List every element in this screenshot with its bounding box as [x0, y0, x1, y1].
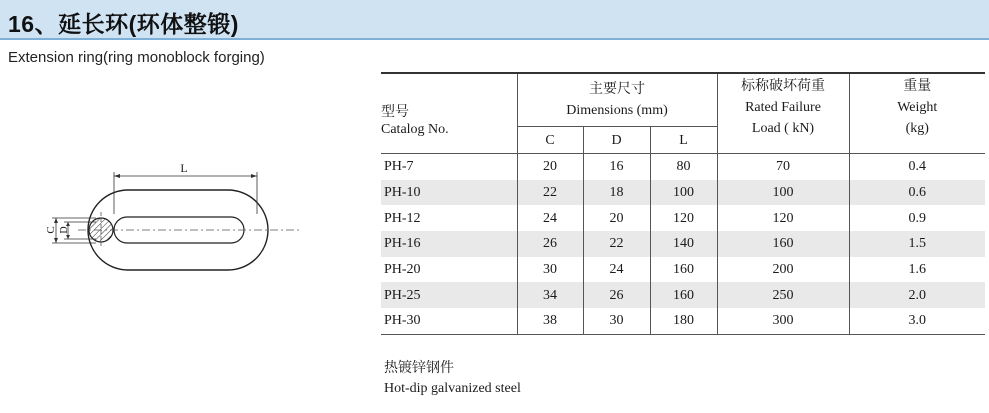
load-header-en2: Load ( kN) [751, 121, 815, 136]
cell-l: 120 [650, 205, 717, 231]
cell-c: 20 [517, 154, 583, 180]
cell-load: 70 [717, 154, 849, 180]
table-row [381, 282, 985, 308]
cell-weight: 1.6 [849, 257, 985, 283]
cell-d: 16 [583, 154, 650, 180]
page-subtitle: Extension ring(ring monoblock forging) [8, 49, 265, 66]
page-title: 16、延长环(环体整锻) [8, 11, 239, 37]
dimensions-header-cn: 主要尺寸 [589, 82, 645, 97]
cell-l: 80 [650, 154, 717, 180]
cell-c: 34 [517, 282, 583, 308]
cell-c: 24 [517, 205, 583, 231]
cell-d: 24 [583, 257, 650, 283]
cell-model: PH-20 [384, 262, 421, 278]
cell-weight: 0.6 [849, 180, 985, 206]
cell-d: 18 [583, 180, 650, 206]
load-header-en1: Rated Failure [745, 100, 821, 115]
cell-l: 100 [650, 180, 717, 206]
cell-d: 26 [583, 282, 650, 308]
cell-weight: 1.5 [849, 231, 985, 257]
cell-l: 160 [650, 282, 717, 308]
table-row [381, 231, 985, 257]
col-d-header: D [583, 127, 650, 154]
material-note-en: Hot-dip galvanized steel [384, 381, 521, 396]
dim-l-arrow-right [251, 174, 257, 178]
dim-d-arrow-bottom [66, 235, 70, 239]
dim-l-label: L [180, 161, 188, 175]
dim-d-arrow-top [66, 222, 70, 226]
cell-d: 20 [583, 205, 650, 231]
cell-model: PH-16 [381, 231, 517, 257]
table-row [381, 205, 985, 231]
table-row [381, 180, 985, 206]
cell-c: 22 [517, 180, 583, 206]
cell-weight: 2.0 [849, 282, 985, 308]
cell-l: 140 [650, 231, 717, 257]
col-c-header: C [517, 127, 583, 154]
weight-header [849, 73, 985, 154]
cell-c: 26 [517, 231, 583, 257]
cell-load: 250 [717, 282, 849, 308]
cell-weight: 3.0 [849, 308, 985, 334]
cell-load: 200 [717, 257, 849, 283]
dim-l-arrow-left [114, 174, 120, 178]
table-row [381, 154, 985, 180]
cell-d: 22 [583, 231, 650, 257]
cell-c: 30 [517, 257, 583, 283]
cell-load: 120 [717, 205, 849, 231]
dim-d-label: D [59, 226, 70, 234]
cell-model: PH-30 [381, 308, 517, 334]
cell-load: 100 [717, 180, 849, 206]
col-l-header: L [650, 127, 717, 154]
cell-model: PH-25 [381, 282, 517, 308]
dimensions-header [517, 73, 717, 127]
cell-weight: 0.9 [849, 205, 985, 231]
dim-c-arrow-bottom [54, 238, 58, 243]
cell-load: 300 [717, 308, 849, 334]
weight-header-en2: (kg) [905, 121, 929, 136]
load-header-cn: 标称破坏荷重 [741, 79, 825, 94]
cell-c: 38 [517, 308, 583, 334]
cell-load: 160 [717, 231, 849, 257]
cell-model: PH-10 [381, 180, 517, 206]
cell-weight: 0.4 [849, 154, 985, 180]
cell-d: 30 [583, 308, 650, 334]
table-row [381, 308, 985, 334]
spec-table [381, 72, 985, 335]
model-header-cn: 型号 [381, 104, 409, 120]
model-header [381, 73, 517, 154]
cell-model: PH-12 [384, 210, 421, 226]
cell-model: PH-7 [384, 159, 414, 175]
cell-l: 160 [650, 257, 717, 283]
weight-header-en1: Weight [897, 100, 938, 115]
ring-drawing [38, 150, 308, 290]
dim-c-label: C [45, 226, 57, 234]
dimensions-header-en: Dimensions (mm) [566, 103, 668, 118]
load-header [717, 73, 849, 154]
cell-l: 180 [650, 308, 717, 334]
title-bar [0, 0, 989, 40]
dim-c-arrow-top [54, 218, 58, 223]
table-row [381, 257, 985, 283]
material-note-cn: 热镀锌钢件 [384, 361, 454, 376]
model-header-en: Catalog No. [381, 121, 449, 137]
weight-header-cn: 重量 [903, 79, 932, 94]
